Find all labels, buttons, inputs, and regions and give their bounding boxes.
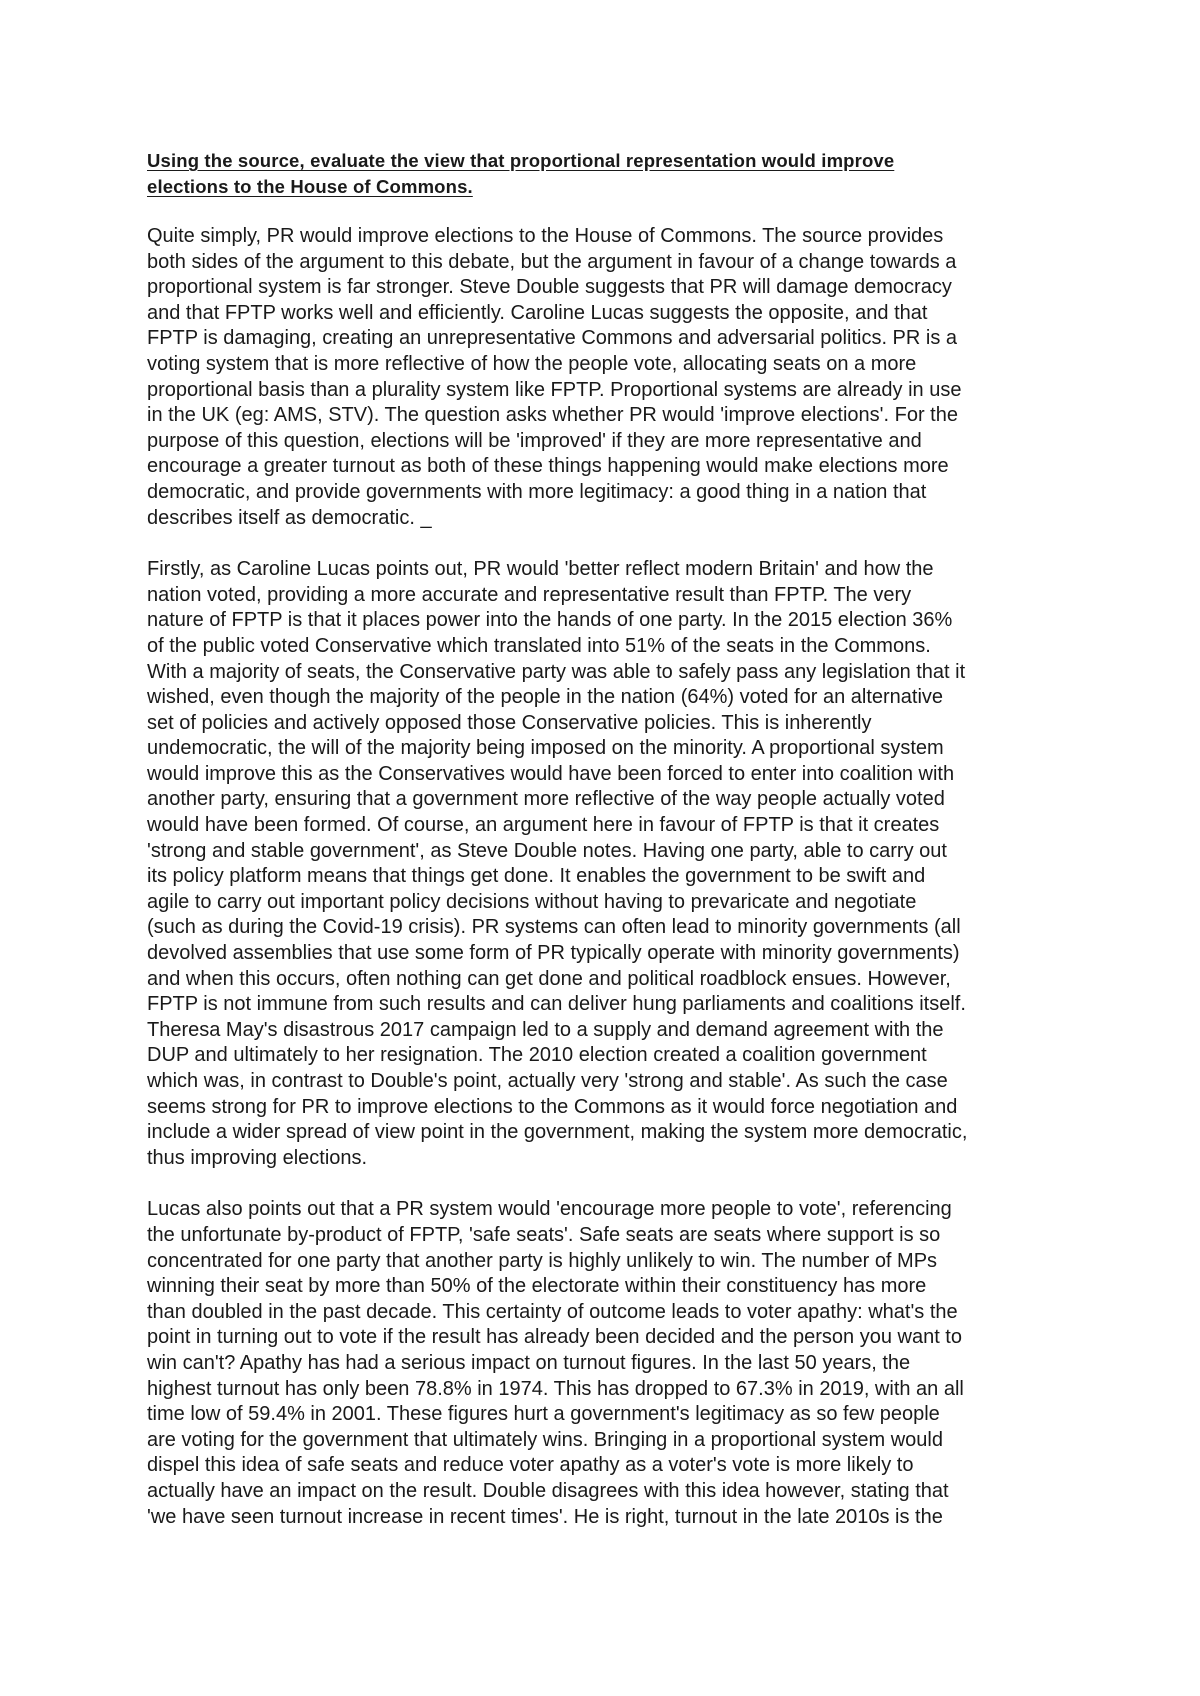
- paragraph-line: proportional system is far stronger. Steve Double suggests that PR will damage democracy: [147, 276, 952, 299]
- paragraph-line: time low of 59.4% in 2001. These figures hurt a government's legitimacy as so few people: [147, 1403, 940, 1426]
- body-paragraph: [147, 1197, 1069, 1530]
- paragraph-line: proportional basis than a plurality system like FPTP. Proportional systems are already in use: [147, 378, 962, 401]
- paragraph-line: and that FPTP works well and efficiently. Caroline Lucas suggests the opposite, and that: [147, 301, 928, 324]
- document-body: [147, 148, 1069, 1556]
- paragraph-line: which was, in contrast to Double's point, actually very 'strong and stable'. As such the case: [147, 1070, 948, 1092]
- paragraph-line: undemocratic, the will of the majority being imposed on the minority. A proportional system: [147, 737, 944, 760]
- paragraph-line: another party, ensuring that a government more reflective of the way people actually voted: [147, 788, 945, 811]
- paragraph-line: Firstly, as Caroline Lucas points out, PR would 'better reflect modern Britain' and how the: [147, 558, 934, 581]
- paragraph-line: than doubled in the past decade. This certainty of outcome leads to voter apathy: what's the: [147, 1300, 958, 1323]
- paragraph-line: With a majority of seats, the Conservative party was able to safely pass any legislation that it: [147, 660, 966, 683]
- paragraph-line: point in turning out to vote if the result has already been decided and the person you want to: [147, 1326, 962, 1349]
- paragraph-line: the unfortunate by-product of FPTP, 'safe seats'. Safe seats are seats where support is so: [147, 1223, 941, 1246]
- paragraph-line: are voting for the government that ultimately wins. Bringing in a proportional system would: [147, 1428, 943, 1451]
- paragraph-line: FPTP is damaging, creating an unrepresentative Commons and adversarial politics. PR is a: [147, 327, 958, 350]
- paragraph-line: purpose of this question, elections will be 'improved' if they are more representative and: [147, 429, 922, 452]
- paragraph-line: DUP and ultimately to her resignation. The 2010 election created a coalition government: [147, 1044, 927, 1067]
- paragraph-line: winning their seat by more than 50% of the electorate within their constituency has more: [147, 1275, 927, 1298]
- paragraph-line: describes itself as democratic. _: [147, 506, 432, 529]
- heading-line: Using the source, evaluate the view that proportional representation would improve: [147, 150, 895, 171]
- paragraph-line: actually have an impact on the result. Double disagrees with this idea however, stating that: [147, 1479, 949, 1502]
- paragraph-line: 'we have seen turnout increase in recent times'. He is right, turnout in the late 2010s is the: [147, 1505, 943, 1528]
- paragraph-line: nature of FPTP is that it places power into the hands of one party. In the 2015 election 36%: [147, 609, 953, 632]
- heading-line: elections to the House of Commons.: [147, 176, 473, 197]
- paragraph-line: its policy platform means that things get done. It enables the government to be swift and: [147, 865, 926, 888]
- paragraph-line: concentrated for one party that another party is highly unlikely to win. The number of MPs: [147, 1249, 938, 1272]
- paragraph-line: and when this occurs, often nothing can get done and political roadblock ensues. However,: [147, 967, 951, 990]
- paragraph-line: include a wider spread of view point in the government, making the system more democratic,: [147, 1121, 968, 1144]
- paragraph-line: of the public voted Conservative which translated into 51% of the seats in the Commons.: [147, 634, 931, 657]
- paragraph-line: wished, even though the majority of the people in the nation (64%) voted for an alternative: [147, 686, 944, 709]
- paragraph-line: FPTP is not immune from such results and can deliver hung parliaments and coalitions itself.: [147, 993, 966, 1016]
- paragraph-line: Theresa May's disastrous 2017 campaign led to a supply and demand agreement with the: [147, 1018, 944, 1041]
- paragraph-line: nation voted, providing a more accurate and representative result than FPTP. The very: [147, 583, 912, 606]
- paragraph-line: thus improving elections.: [147, 1146, 368, 1169]
- paragraph-line: Lucas also points out that a PR system would 'encourage more people to vote', referencing: [147, 1198, 952, 1221]
- paragraph-line: devolved assemblies that use some form of PR typically operate with minority governments): [147, 942, 960, 965]
- essay-paragraphs: [147, 224, 1069, 1530]
- body-paragraph: [147, 224, 1069, 531]
- paragraph-line: agile to carry out important policy decisions without having to prevaricate and negotiate: [147, 890, 917, 913]
- paragraph-line: would have been formed. Of course, an argument here in favour of FPTP is that it creates: [147, 814, 940, 837]
- paragraph-line: would improve this as the Conservatives would have been forced to enter into coalition with: [147, 762, 955, 785]
- paragraph-line: both sides of the argument to this debate, but the argument in favour of a change towards a: [147, 250, 957, 273]
- body-paragraph: [147, 557, 1069, 1171]
- paragraph-line: dispel this idea of safe seats and reduce voter apathy as a voter's vote is more likely to: [147, 1454, 914, 1477]
- paragraph-line: win can't? Apathy has had a serious impact on turnout figures. In the last 50 years, the: [147, 1351, 911, 1374]
- paragraph-line: encourage a greater turnout as both of these things happening would make elections more: [147, 455, 949, 478]
- paragraph-line: highest turnout has only been 78.8% in 1974. This has dropped to 67.3% in 2019, with an all: [147, 1377, 964, 1400]
- paragraph-line: Quite simply, PR would improve elections to the House of Commons. The source provides: [147, 225, 944, 247]
- paragraph-line: voting system that is more reflective of how the people vote, allocating seats on a more: [147, 352, 917, 375]
- essay-question-heading: [147, 148, 1069, 200]
- paragraph-line: in the UK (eg: AMS, STV). The question asks whether PR would 'improve elections'. For the: [147, 404, 958, 427]
- paragraph-line: democratic, and provide governments with more legitimacy: a good thing in a nation that: [147, 480, 927, 503]
- paragraph-line: (such as during the Covid-19 crisis). PR systems can often lead to minority governments (all: [147, 916, 961, 939]
- paragraph-line: seems strong for PR to improve elections to the Commons as it would force negotiation and: [147, 1095, 958, 1118]
- paragraph-line: set of policies and actively opposed those Conservative policies. This is inherently: [147, 711, 872, 734]
- paragraph-line: 'strong and stable government', as Steve Double notes. Having one party, able to carry out: [147, 839, 947, 862]
